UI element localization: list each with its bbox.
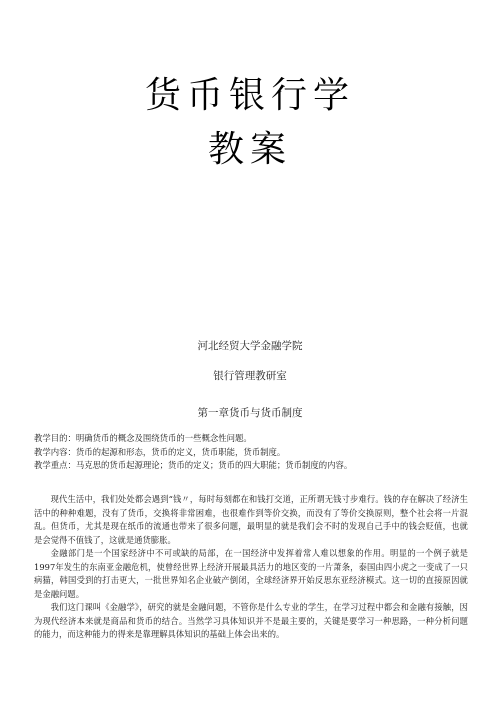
teaching-goal-text: 教学目的：明确货币的概念及围绕货币的一些概念性问题。 (34, 433, 252, 443)
paragraph-text: 我们这门课叫《金融学》，研究的就是金融问题，不管你是什么专业的学生，在学习过程中都会和金融有接触，因为现代经济本来就是商品和货币的结合。当然学习具体知识并不是最主要的，关键是要学习一种思路，一种分析问题的能力，而这种能力的得来是靠理解具体知识的基础上体会出来的。 (34, 602, 468, 639)
teaching-focus (34, 459, 474, 473)
paragraph-text: 金融部门是一个国家经济中不可或缺的局部，在一国经济中发挥着常人难以想象的作用。明显的一个例子就是1997年发生的东南亚金融危机，使曾经世界上经济开展最具活力的地区变的一片萧条，泰国由四小虎之一变成了一只病猫，韩国受到的打击更大，一批世界知名企业破产倒闭，全球经济界开始反思东亚经济模式。这一切的直接原因就是金融问题。 (34, 548, 468, 599)
teaching-content-text: 教学内容：货币的起源和形态，货币的定义，货币职能，货币制度。 (34, 447, 286, 457)
document-title: 货币银行学 (144, 75, 355, 116)
teaching-goal (34, 432, 474, 446)
document-subtitle: 教案 (207, 129, 292, 170)
department-name: 银行管理教研室 (213, 370, 287, 382)
teaching-focus-text: 教学重点：马克思的货币起源理论；货币的定义；货币的四大职能；货币制度的内容。 (34, 460, 353, 470)
body-paragraph-2 (34, 547, 468, 601)
teaching-content (34, 446, 474, 460)
body-paragraph-1 (34, 493, 468, 547)
institution-name: 河北经贸大学金融学院 (197, 340, 303, 352)
body-paragraph-3 (34, 601, 468, 642)
chapter-title: 第一章货币与货币制度 (197, 407, 303, 419)
paragraph-text: 现代生活中，我们处处都会遇到“钱〃，每时每刻都在和钱打交道，正所谓无钱寸步难行。钱的存在解决了经济生活中的种种难题，没有了货币，交换将非常困难，也很难作到等价交换，而没有了等价交换原则，整个社会将一片混乱。但货币，尤其是现在纸币的流通也带来了很多问题，最明显的就是我们会不时的发现自己手中的钱会贬值，也就是会觉得不值钱了，这就是通货膨胀。 (34, 494, 468, 545)
